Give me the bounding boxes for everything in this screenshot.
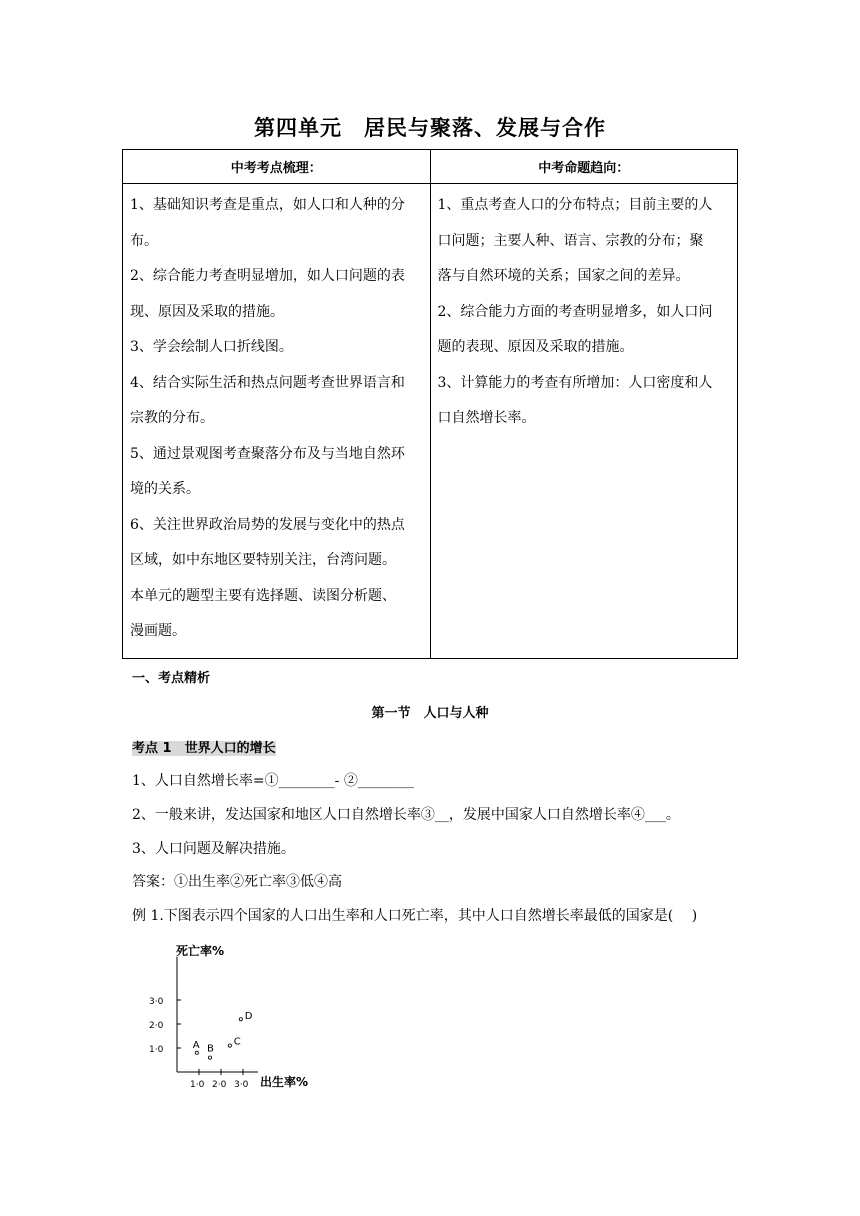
data-point-d: [239, 1018, 242, 1021]
left-line: 宗教的分布。: [130, 410, 214, 426]
text-line-3: 3、人口问题及解决措施。: [132, 841, 295, 857]
right-header: 中考命题趋向：: [430, 150, 738, 184]
point-label-a: A: [192, 1039, 200, 1051]
left-line: 5、通过景观图考查聚落分布及与当地自然环: [130, 445, 405, 462]
y-tick-label: 2·0: [149, 1021, 164, 1031]
right-list: [431, 184, 738, 437]
left-line: 1、基础知识考查是重点，如人口和人种的分: [130, 197, 405, 213]
right-line: 题的表现、原因及采取的措施。: [437, 339, 634, 355]
point-label-d: D: [244, 1011, 253, 1023]
left-header: 中考考点梳理：: [123, 150, 431, 184]
right-line: 口问题；主要人种、语言、宗教的分布；聚: [437, 232, 704, 249]
point-label-c: C: [233, 1036, 241, 1048]
left-line: 区域，如中东地区要特别关注，台湾问题。: [130, 552, 396, 568]
text-line-1: 1、人口自然增长率=①________- ②________: [132, 773, 414, 789]
data-point-b: [208, 1056, 211, 1059]
left-line: 6、关注世界政治局势的发展与变化中的热点: [130, 516, 405, 533]
x-axis-label: 出生率%: [260, 1075, 309, 1089]
left-line: 3、学会绘制人口折线图。: [130, 339, 293, 355]
point-label-b: B: [207, 1043, 214, 1055]
left-line: 2、综合能力考查明显增加，如人口问题的表: [130, 268, 405, 284]
x-tick-label: 1·0: [190, 1080, 205, 1090]
page-title: 第四单元 居民与聚落、发展与合作: [254, 116, 606, 140]
left-line: 布。: [130, 232, 158, 249]
data-point-c: [228, 1044, 231, 1047]
y-tick-label: 3·0: [149, 997, 164, 1007]
kaodian-title: 考点 1 世界人口的增长: [132, 741, 276, 756]
right-line: 落与自然环境的关系；国家之间的差异。: [437, 268, 690, 284]
left-line: 漫画题。: [130, 623, 186, 639]
left-line: 现、原因及采取的措施。: [130, 303, 284, 320]
right-line: 3、计算能力的考查有所增加：人口密度和人: [437, 374, 713, 391]
answer-line: 答案：①出生率②死亡率③低④高: [132, 874, 342, 890]
x-tick-label: 2·0: [212, 1080, 227, 1090]
right-cell: [430, 184, 738, 659]
y-axis-label: 死亡率%: [176, 944, 225, 958]
text-line-2: 2、一般来讲，发达国家和地区人口自然增长率③__，发展中国家人口自然增长率④___。: [132, 807, 680, 823]
birth-death-rate-scatter-chart: [140, 935, 340, 1095]
right-line: 2、综合能力方面的考查明显增多，如人口问: [437, 303, 713, 320]
left-line: 4、结合实际生活和热点问题考查世界语言和: [130, 374, 405, 391]
exam-outline-table: [122, 149, 738, 659]
left-list: [123, 184, 430, 650]
y-tick-label: 1·0: [149, 1045, 164, 1055]
subsection-title: 第一节 人口与人种: [371, 706, 489, 721]
question-line: 例 1.下图表示四个国家的人口出生率和人口死亡率，其中人口自然增长率最低的国家是( ): [132, 908, 698, 924]
chart-points: [193, 1011, 253, 1059]
section-heading: 一、考点精析: [132, 671, 211, 686]
left-line: 本单元的题型主要有选择题、读图分析题、: [130, 587, 396, 604]
right-line: 口自然增长率。: [437, 410, 536, 426]
left-line: 境的关系。: [130, 481, 200, 497]
left-cell: [123, 184, 431, 659]
x-tick-label: 3·0: [234, 1080, 249, 1090]
right-line: 1、重点考查人口的分布特点；目前主要的人: [437, 197, 713, 213]
data-point-a: [195, 1051, 198, 1054]
